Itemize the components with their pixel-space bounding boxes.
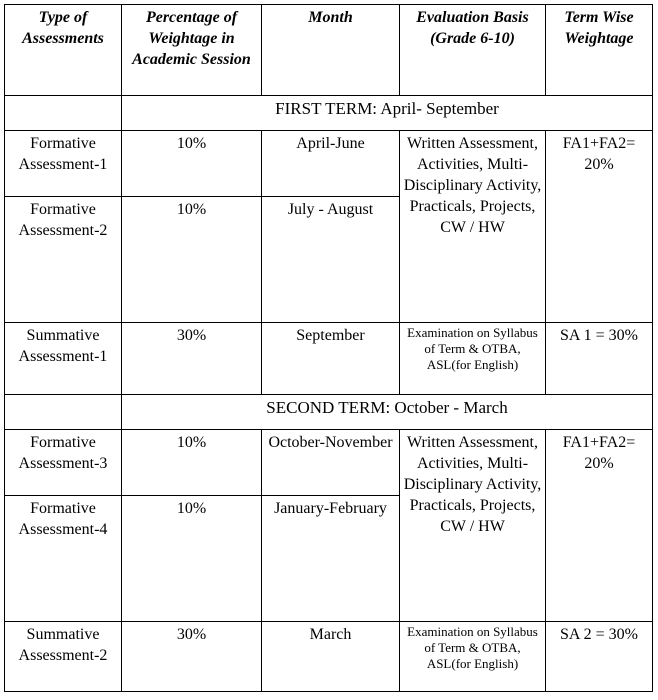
sa2-weightage: SA 2 = 30% [546,622,653,692]
sa1-evaluation: Examination on Syllabus of Term & OTBA, ASL(for English) [400,323,546,395]
header-evaluation: Evaluation Basis (Grade 6-10) [400,5,546,96]
fa2-month: July - August [262,197,400,323]
second-term-title: SECOND TERM: October - March [122,395,653,422]
first-term-fa-evaluation: Written Assessment, Activities, Multi-Disciplinary Activity, Practicals, Projects, CW / HW [400,131,546,323]
second-term-row [5,395,653,422]
sa2-percentage: 30% [122,622,262,692]
fa4-month: January-February [262,496,400,622]
header-percentage: Percentage of Weightage in Academic Session [122,5,262,96]
sa1-month: September [262,323,400,395]
fa1-month: April-June [262,131,400,197]
second-term-fa-evaluation: Written Assessment, Activities, Multi-Disciplinary Activity, Practicals, Projects, CW / HW [400,430,546,622]
sa2-type: Summative Assessment-2 [5,622,122,692]
fa2-type: Formative Assessment-2 [5,197,122,323]
fa1-row [5,131,653,197]
second-term-blank-cell [5,395,122,430]
first-term-title: FIRST TERM: April- September [122,96,653,123]
header-termwise: Term Wise Weightage [546,5,653,96]
sa1-row [5,323,653,395]
fa1-percentage: 10% [122,131,262,197]
assessment-table [4,4,653,692]
header-month: Month [262,5,400,96]
sa1-percentage: 30% [122,323,262,395]
fa3-month: October-November [262,430,400,496]
sa2-month: March [262,622,400,692]
second-term-spacer [122,421,653,430]
fa2-percentage: 10% [122,197,262,323]
sa2-evaluation: Examination on Syllabus of Term & OTBA, ASL(for English) [400,622,546,692]
fa4-type: Formative Assessment-4 [5,496,122,622]
second-term-fa-weightage: FA1+FA2= 20% [546,430,653,622]
sa1-weightage: SA 1 = 30% [546,323,653,395]
first-term-spacer [122,122,653,131]
fa3-percentage: 10% [122,430,262,496]
fa4-percentage: 10% [122,496,262,622]
sa1-type: Summative Assessment-1 [5,323,122,395]
fa1-type: Formative Assessment-1 [5,131,122,197]
first-term-row [5,96,653,123]
first-term-blank-cell [5,96,122,131]
sa2-row [5,622,653,692]
header-row [5,5,653,96]
fa3-type: Formative Assessment-3 [5,430,122,496]
header-type: Type of Assessments [5,5,122,96]
first-term-fa-weightage: FA1+FA2= 20% [546,131,653,323]
fa3-row [5,430,653,496]
